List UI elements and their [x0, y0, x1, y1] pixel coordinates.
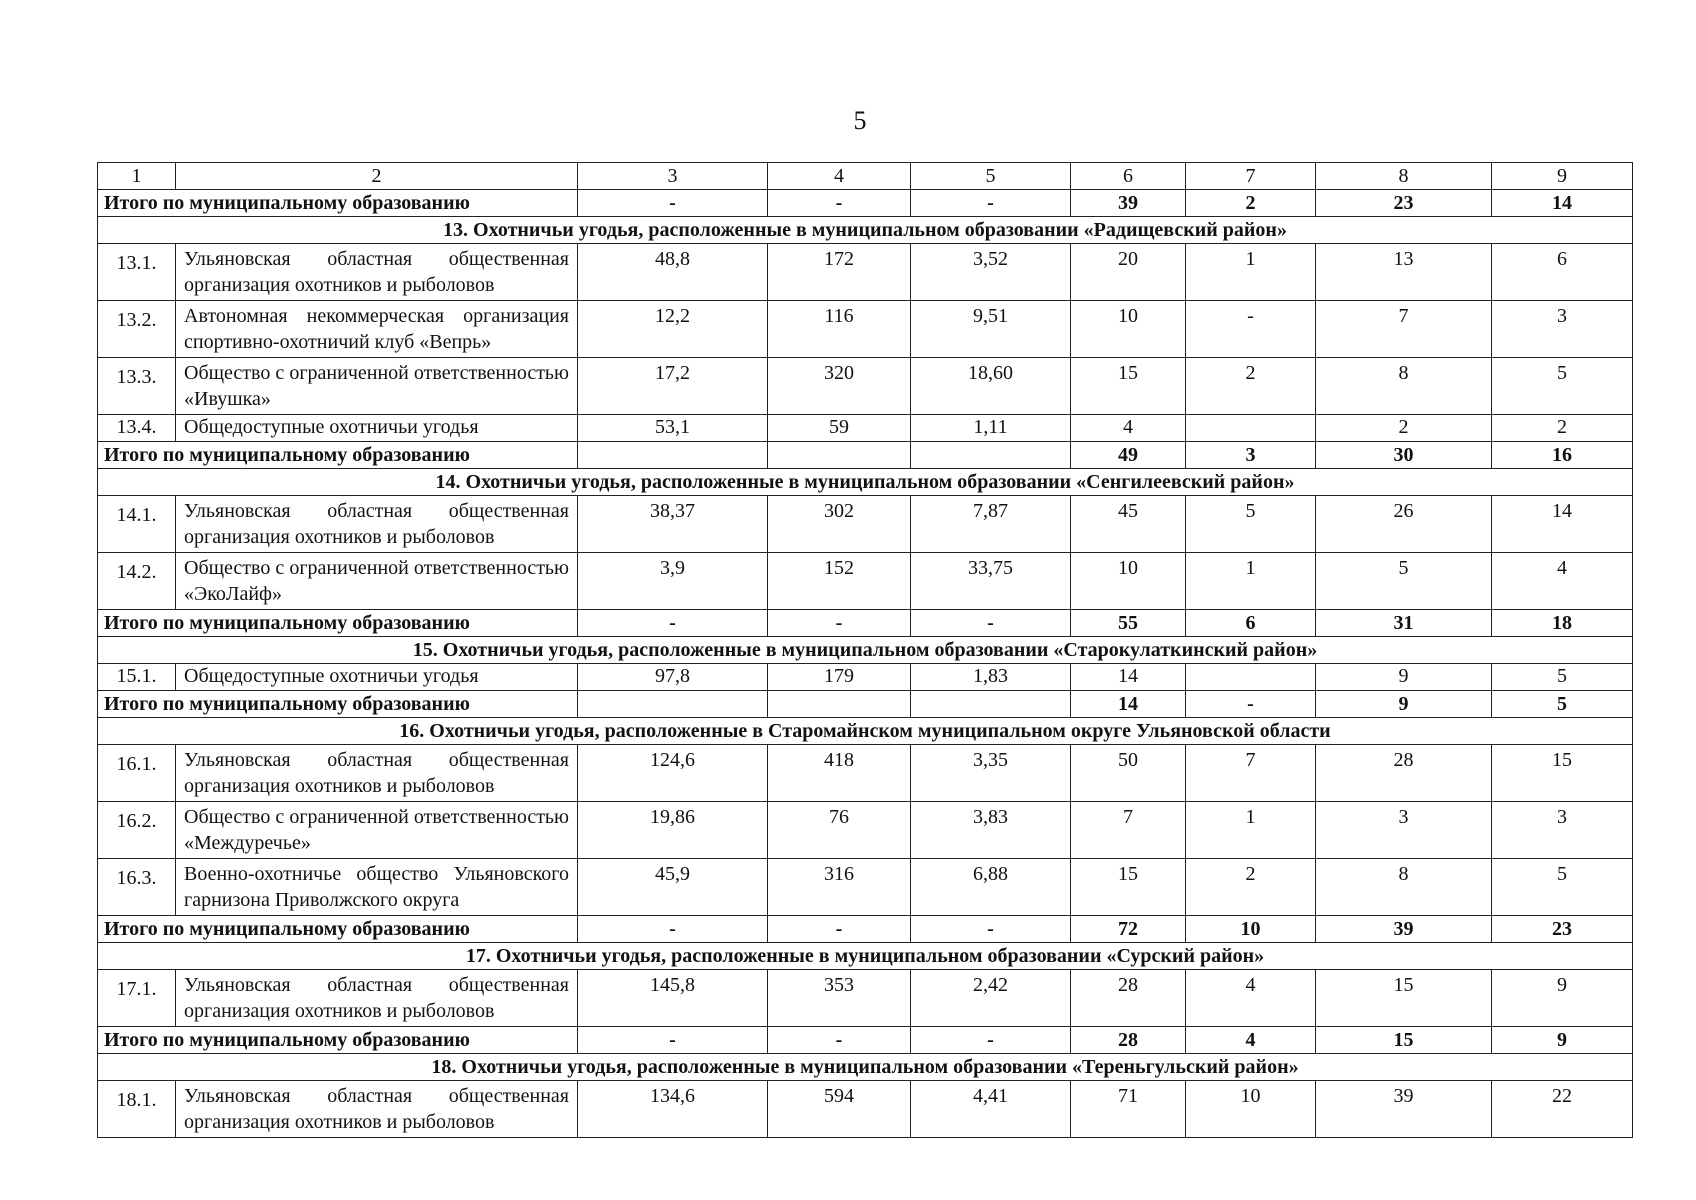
value-c4: 594: [768, 1081, 911, 1138]
value-c9: 3: [1492, 301, 1633, 358]
total-value-c6: 39: [1071, 190, 1186, 217]
value-c4: 302: [768, 496, 911, 553]
table-row: [98, 745, 1633, 802]
row-number: 14.2.: [98, 553, 176, 610]
column-number-cell: 5: [911, 163, 1071, 190]
value-c7: 1: [1186, 553, 1316, 610]
total-value-c8: 9: [1316, 691, 1492, 718]
value-c7: [1186, 664, 1316, 691]
total-value-c6: 72: [1071, 916, 1186, 943]
value-c9: 6: [1492, 244, 1633, 301]
total-label: Итого по муниципальному образованию: [98, 442, 578, 469]
row-number: 16.2.: [98, 802, 176, 859]
value-c3: 12,2: [578, 301, 768, 358]
total-value-c8: 39: [1316, 916, 1492, 943]
total-value-c7: 2: [1186, 190, 1316, 217]
value-c6: 50: [1071, 745, 1186, 802]
row-number: 16.3.: [98, 859, 176, 916]
column-number-cell: 7: [1186, 163, 1316, 190]
value-c5: 4,41: [911, 1081, 1071, 1138]
column-number-cell: 6: [1071, 163, 1186, 190]
total-row: [98, 691, 1633, 718]
row-number: 13.2.: [98, 301, 176, 358]
total-value-c3: -: [578, 1027, 768, 1054]
value-c9: 4: [1492, 553, 1633, 610]
row-number: 14.1.: [98, 496, 176, 553]
total-value-c4: -: [768, 610, 911, 637]
total-value-c3: [578, 691, 768, 718]
row-number: 18.1.: [98, 1081, 176, 1138]
value-c6: 45: [1071, 496, 1186, 553]
table-row: [98, 244, 1633, 301]
value-c5: 3,83: [911, 802, 1071, 859]
total-value-c6: 14: [1071, 691, 1186, 718]
total-value-c9: 16: [1492, 442, 1633, 469]
value-c4: 172: [768, 244, 911, 301]
total-value-c6: 49: [1071, 442, 1186, 469]
value-c5: 1,83: [911, 664, 1071, 691]
column-number-cell: 8: [1316, 163, 1492, 190]
column-number-row: [98, 163, 1633, 190]
total-row: [98, 1027, 1633, 1054]
value-c3: 38,37: [578, 496, 768, 553]
value-c8: 9: [1316, 664, 1492, 691]
organization-name: Общество с ограниченной ответственностью «ЭкоЛайф»: [176, 553, 578, 610]
table-row: [98, 859, 1633, 916]
organization-name: Ульяновская областная общественная организация охотников и рыболовов: [176, 496, 578, 553]
section-heading-row: [98, 217, 1633, 244]
value-c8: 2: [1316, 415, 1492, 442]
value-c4: 76: [768, 802, 911, 859]
total-value-c6: 28: [1071, 1027, 1186, 1054]
value-c7: -: [1186, 301, 1316, 358]
organization-name: Общество с ограниченной ответственностью «Междуречье»: [176, 802, 578, 859]
organization-name: Ульяновская областная общественная организация охотников и рыболовов: [176, 244, 578, 301]
value-c4: 320: [768, 358, 911, 415]
value-c8: 13: [1316, 244, 1492, 301]
value-c4: 418: [768, 745, 911, 802]
total-value-c5: [911, 442, 1071, 469]
value-c3: 19,86: [578, 802, 768, 859]
table-row: [98, 553, 1633, 610]
organization-name: Военно-охотничье общество Ульяновского гарнизона Приволжского округа: [176, 859, 578, 916]
value-c9: 22: [1492, 1081, 1633, 1138]
value-c6: 28: [1071, 970, 1186, 1027]
value-c4: 179: [768, 664, 911, 691]
value-c6: 7: [1071, 802, 1186, 859]
table-row: [98, 802, 1633, 859]
total-value-c4: -: [768, 1027, 911, 1054]
table-row: [98, 415, 1633, 442]
value-c4: 353: [768, 970, 911, 1027]
total-row: [98, 190, 1633, 217]
value-c9: 5: [1492, 358, 1633, 415]
total-value-c5: [911, 691, 1071, 718]
value-c3: 134,6: [578, 1081, 768, 1138]
value-c7: 4: [1186, 970, 1316, 1027]
row-number: 15.1.: [98, 664, 176, 691]
section-heading-row: [98, 469, 1633, 496]
value-c4: 59: [768, 415, 911, 442]
value-c8: 8: [1316, 859, 1492, 916]
total-value-c8: 31: [1316, 610, 1492, 637]
section-heading-row: [98, 718, 1633, 745]
value-c8: 15: [1316, 970, 1492, 1027]
total-value-c4: [768, 442, 911, 469]
total-value-c5: -: [911, 610, 1071, 637]
value-c3: 53,1: [578, 415, 768, 442]
section-heading: 17. Охотничьи угодья, расположенные в муниципальном образовании «Сурский район»: [98, 943, 1633, 970]
value-c8: 39: [1316, 1081, 1492, 1138]
organization-name: Общество с ограниченной ответственностью «Ивушка»: [176, 358, 578, 415]
value-c6: 10: [1071, 301, 1186, 358]
value-c3: 124,6: [578, 745, 768, 802]
total-value-c9: 5: [1492, 691, 1633, 718]
total-value-c3: [578, 442, 768, 469]
row-number: 16.1.: [98, 745, 176, 802]
section-heading-row: [98, 943, 1633, 970]
organization-name: Общедоступные охотничьи угодья: [176, 415, 578, 442]
value-c8: 5: [1316, 553, 1492, 610]
organization-name: Общедоступные охотничьи угодья: [176, 664, 578, 691]
column-number-cell: 9: [1492, 163, 1633, 190]
table-row: [98, 970, 1633, 1027]
value-c5: 3,35: [911, 745, 1071, 802]
total-value-c7: 3: [1186, 442, 1316, 469]
value-c6: 15: [1071, 859, 1186, 916]
total-value-c4: -: [768, 916, 911, 943]
organization-name: Автономная некоммерческая организация спортивно-охотничий клуб «Вепрь»: [176, 301, 578, 358]
total-row: [98, 442, 1633, 469]
total-value-c9: 18: [1492, 610, 1633, 637]
column-number-cell: 4: [768, 163, 911, 190]
value-c9: 5: [1492, 664, 1633, 691]
column-number-cell: 2: [176, 163, 578, 190]
page-number: 5: [853, 106, 867, 135]
total-value-c5: -: [911, 1027, 1071, 1054]
value-c7: [1186, 415, 1316, 442]
row-number: 13.4.: [98, 415, 176, 442]
section-heading: 15. Охотничьи угодья, расположенные в муниципальном образовании «Старокулаткинский район»: [98, 637, 1633, 664]
row-number: 17.1.: [98, 970, 176, 1027]
value-c5: 1,11: [911, 415, 1071, 442]
total-row: [98, 916, 1633, 943]
value-c8: 7: [1316, 301, 1492, 358]
value-c7: 2: [1186, 859, 1316, 916]
total-value-c9: 14: [1492, 190, 1633, 217]
total-value-c7: 6: [1186, 610, 1316, 637]
total-label: Итого по муниципальному образованию: [98, 1027, 578, 1054]
total-value-c7: 10: [1186, 916, 1316, 943]
value-c3: 45,9: [578, 859, 768, 916]
total-value-c7: -: [1186, 691, 1316, 718]
value-c8: 8: [1316, 358, 1492, 415]
value-c4: 316: [768, 859, 911, 916]
row-number: 13.1.: [98, 244, 176, 301]
organization-name: Ульяновская областная общественная организация охотников и рыболовов: [176, 745, 578, 802]
value-c6: 10: [1071, 553, 1186, 610]
value-c6: 15: [1071, 358, 1186, 415]
total-value-c6: 55: [1071, 610, 1186, 637]
value-c4: 152: [768, 553, 911, 610]
row-number: 13.3.: [98, 358, 176, 415]
value-c5: 18,60: [911, 358, 1071, 415]
total-value-c8: 23: [1316, 190, 1492, 217]
section-heading: 14. Охотничьи угодья, расположенные в муниципальном образовании «Сенгилеевский район»: [98, 469, 1633, 496]
total-value-c5: -: [911, 190, 1071, 217]
value-c3: 97,8: [578, 664, 768, 691]
total-value-c3: -: [578, 916, 768, 943]
total-value-c4: -: [768, 190, 911, 217]
total-label: Итого по муниципальному образованию: [98, 691, 578, 718]
organization-name: Ульяновская областная общественная организация охотников и рыболовов: [176, 1081, 578, 1138]
table-row: [98, 301, 1633, 358]
value-c6: 14: [1071, 664, 1186, 691]
table-row: [98, 1081, 1633, 1138]
value-c3: 48,8: [578, 244, 768, 301]
value-c5: 3,52: [911, 244, 1071, 301]
value-c8: 28: [1316, 745, 1492, 802]
value-c9: 2: [1492, 415, 1633, 442]
value-c9: 14: [1492, 496, 1633, 553]
total-value-c9: 9: [1492, 1027, 1633, 1054]
table-row: [98, 496, 1633, 553]
organization-name: Ульяновская областная общественная организация охотников и рыболовов: [176, 970, 578, 1027]
column-number-cell: 3: [578, 163, 768, 190]
table-row: [98, 358, 1633, 415]
value-c7: 1: [1186, 244, 1316, 301]
total-value-c3: -: [578, 190, 768, 217]
total-value-c9: 23: [1492, 916, 1633, 943]
value-c9: 3: [1492, 802, 1633, 859]
section-heading: 18. Охотничьи угодья, расположенные в муниципальном образовании «Тереньгульский район»: [98, 1054, 1633, 1081]
total-row: [98, 610, 1633, 637]
total-label: Итого по муниципальному образованию: [98, 190, 578, 217]
value-c9: 15: [1492, 745, 1633, 802]
value-c4: 116: [768, 301, 911, 358]
column-number-cell: 1: [98, 163, 176, 190]
section-heading: 16. Охотничьи угодья, расположенные в Старомайнском муниципальном округе Ульяновской области: [98, 718, 1633, 745]
total-label: Итого по муниципальному образованию: [98, 916, 578, 943]
total-value-c8: 15: [1316, 1027, 1492, 1054]
value-c7: 10: [1186, 1081, 1316, 1138]
value-c6: 20: [1071, 244, 1186, 301]
value-c6: 4: [1071, 415, 1186, 442]
total-value-c4: [768, 691, 911, 718]
value-c3: 3,9: [578, 553, 768, 610]
section-heading-row: [98, 1054, 1633, 1081]
value-c7: 5: [1186, 496, 1316, 553]
value-c5: 7,87: [911, 496, 1071, 553]
total-label: Итого по муниципальному образованию: [98, 610, 578, 637]
total-value-c5: -: [911, 916, 1071, 943]
section-heading-row: [98, 637, 1633, 664]
section-heading: 13. Охотничьи угодья, расположенные в муниципальном образовании «Радищевский район»: [98, 217, 1633, 244]
value-c8: 26: [1316, 496, 1492, 553]
total-value-c8: 30: [1316, 442, 1492, 469]
value-c5: 33,75: [911, 553, 1071, 610]
value-c9: 9: [1492, 970, 1633, 1027]
value-c3: 145,8: [578, 970, 768, 1027]
value-c5: 2,42: [911, 970, 1071, 1027]
value-c9: 5: [1492, 859, 1633, 916]
hunting-grounds-table: [97, 162, 1633, 1138]
total-value-c7: 4: [1186, 1027, 1316, 1054]
value-c5: 9,51: [911, 301, 1071, 358]
value-c7: 1: [1186, 802, 1316, 859]
table-row: [98, 664, 1633, 691]
value-c7: 7: [1186, 745, 1316, 802]
value-c8: 3: [1316, 802, 1492, 859]
value-c3: 17,2: [578, 358, 768, 415]
value-c6: 71: [1071, 1081, 1186, 1138]
total-value-c3: -: [578, 610, 768, 637]
value-c5: 6,88: [911, 859, 1071, 916]
value-c7: 2: [1186, 358, 1316, 415]
